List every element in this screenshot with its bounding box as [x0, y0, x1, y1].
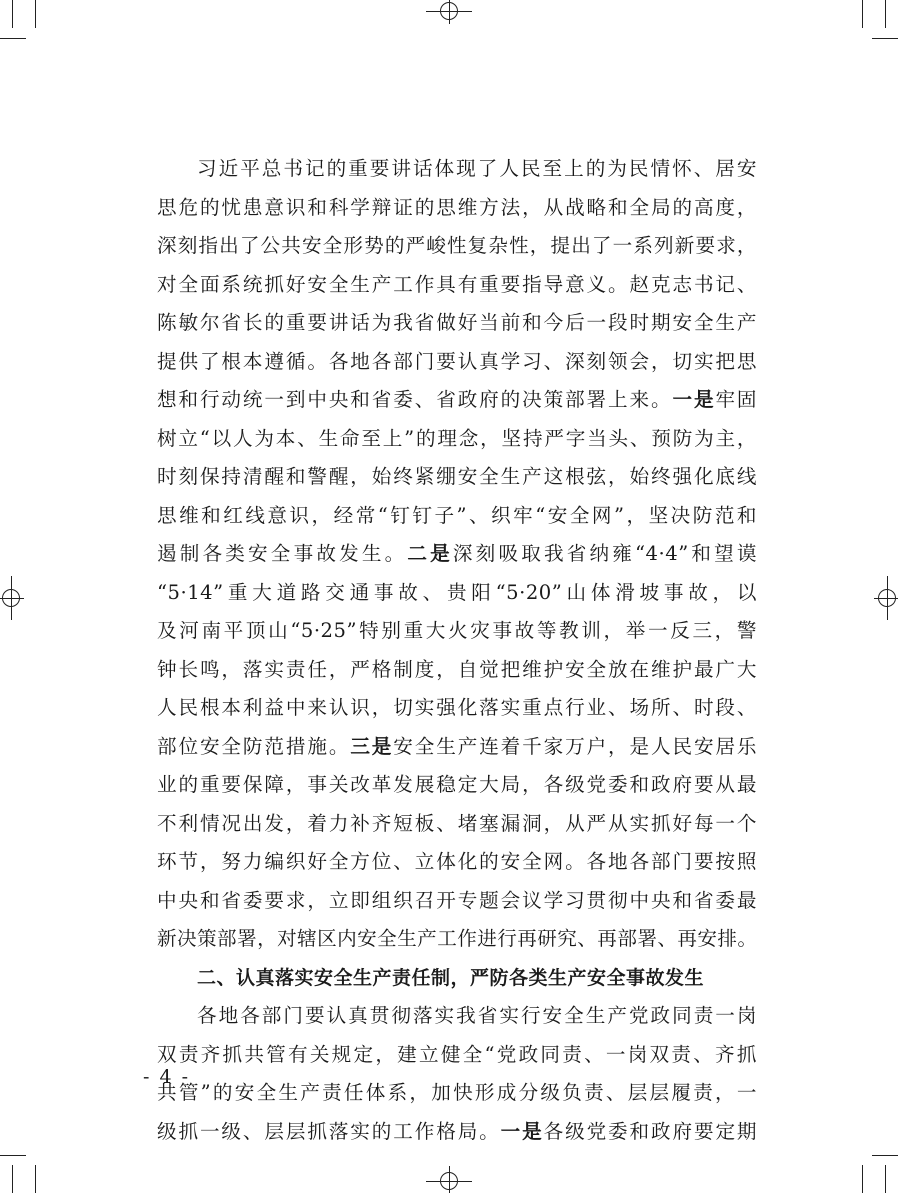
- text-line: 思维和红线意识，经常“钉钉子”、织牢“安全网”，坚决防范和: [157, 503, 757, 527]
- crop-mark: [885, 1165, 886, 1193]
- text-line: 各地各部门要认真贯彻落实我省实行安全生产党政同责一岗: [197, 1004, 757, 1027]
- crop-mark: [0, 38, 26, 39]
- text-span: 牢固: [715, 388, 757, 411]
- registration-mark-icon: [426, 11, 472, 12]
- text-line: 深刻指出了公共安全形势的严峻性复杂性，提出了一系列新要求，: [157, 234, 757, 257]
- text-line: 新决策部署，对辖区内安全生产工作进行再研究、再部署、再安排。: [157, 927, 757, 950]
- bold-marker: 一是: [672, 388, 716, 411]
- text-span: 深刻吸取我省纳雍“4·4”和望谟: [452, 542, 757, 565]
- text-span: 想和行动统一到中央和省委、省政府的决策部署上来。: [157, 388, 673, 411]
- text-line: 及河南平顶山“5·25”特别重大火灾事故等教训，举一反三，警: [157, 619, 757, 642]
- registration-mark-icon: [449, 1166, 450, 1193]
- text-span: 级抓一级、层层抓落实的工作格局。: [157, 1119, 501, 1143]
- text-line: “5·14”重大道路交通事故、贵阳“5·20”山体滑坡事故，以: [157, 580, 757, 604]
- text-line: 时刻保持清醒和警醒，始终紧绷安全生产这根弦，始终强化底线: [157, 465, 757, 488]
- crop-mark: [872, 38, 898, 39]
- text-line: [157, 1113, 757, 1152]
- text-line: 思危的忧患意识和科学辩证的思维方法，从战略和全局的高度，: [157, 195, 757, 219]
- document-body: [157, 150, 757, 1151]
- text-span: 各级党委和政府要定期: [543, 1119, 757, 1143]
- crop-mark: [885, 0, 886, 28]
- page-number: - 4 -: [143, 1066, 191, 1088]
- crop-mark: [0, 1155, 26, 1156]
- text-line: 习近平总书记的重要讲话体现了人民至上的为民情怀、居安: [197, 157, 757, 180]
- text-line: 树立“以人为本、生命至上”的理念，坚持严字当头、预防为主，: [157, 426, 757, 450]
- crop-mark: [872, 1155, 898, 1156]
- text-line: 人民根本利益中来认识，切实强化落实重点行业、场所、时段、: [157, 696, 757, 719]
- section-heading: 二、认真落实安全生产责任制，严防各类生产安全事故发生: [197, 966, 705, 989]
- crop-mark: [35, 1165, 36, 1193]
- bold-marker: 三是: [350, 734, 394, 758]
- text-span: 安全生产连着千家万户，是人民安居乐: [393, 734, 757, 758]
- text-line: 环节，努力编织好全方位、立体化的安全网。各地各部门要按照: [157, 850, 757, 873]
- text-line: 不利情况出发，着力补齐短板、堵塞漏洞，从严从实抓好每一个: [157, 811, 757, 835]
- bold-marker: 一是: [500, 1119, 544, 1143]
- crop-mark: [12, 0, 13, 28]
- text-line: 双责齐抓共管有关规定，建立健全“党政同责、一岗双责、齐抓: [157, 1042, 757, 1066]
- bold-marker: 二是: [407, 542, 453, 565]
- text-line: 提供了根本遵循。各地各部门要认真学习、深刻领会，切实把思: [157, 349, 757, 373]
- text-line: 业的重要保障，事关改革发展稳定大局，各级党委和政府要从最: [157, 773, 757, 796]
- text-span: 遏制各类安全事故发生。: [157, 542, 408, 565]
- registration-mark-icon: [449, 0, 450, 24]
- registration-mark-icon: [426, 1181, 472, 1182]
- text-span: 部位安全防范措施。: [157, 734, 351, 758]
- crop-mark: [862, 1165, 863, 1193]
- crop-mark: [862, 0, 863, 28]
- crop-mark: [35, 0, 36, 28]
- text-line: 对全面系统抓好安全生产工作具有重要指导意义。赵克志书记、: [157, 272, 757, 296]
- text-line: [157, 381, 757, 420]
- text-line: 陈敏尔省长的重要讲话为我省做好当前和今后一段时期安全生产: [157, 311, 757, 334]
- text-line: [157, 535, 757, 574]
- registration-mark-icon: [874, 598, 898, 599]
- text-line: [157, 728, 757, 767]
- text-line: 钟长鸣，落实责任，严格制度，自觉把维护安全放在维护最广大: [157, 657, 757, 681]
- text-line: 中央和省委要求，立即组织召开专题会议学习贯彻中央和省委最: [157, 888, 757, 912]
- text-line: 共管”的安全生产责任体系，加快形成分级负责、层层履责，一: [157, 1081, 757, 1104]
- registration-mark-icon: [0, 598, 24, 599]
- crop-mark: [12, 1165, 13, 1193]
